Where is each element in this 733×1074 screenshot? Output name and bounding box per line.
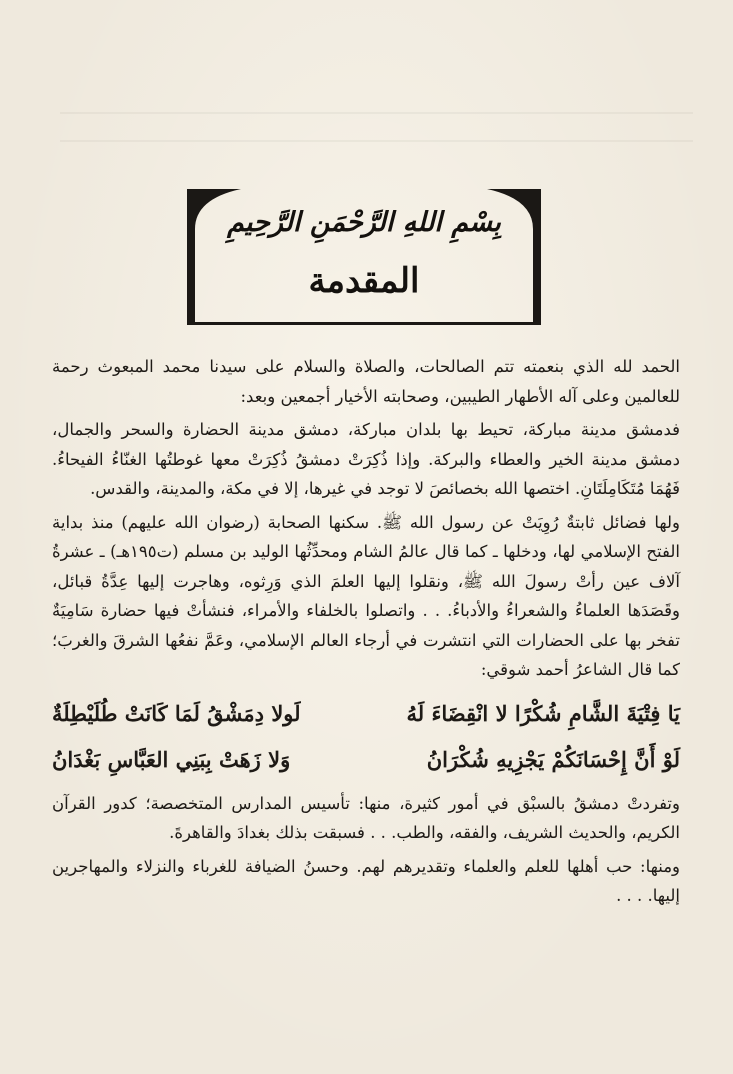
poem-verse — [52, 691, 680, 737]
chapter-title: المقدمة — [308, 261, 420, 301]
paragraph-opening: الحمد لله الذي بنعمته تتم الصالحات، والصلاة والسلام على سيدنا محمد المبعوث رحمة للعالمين وعلى آله الأطهار الطيبين، وصحابته الأخيار أجمعين وبعد: — [52, 357, 680, 406]
verse-first-hemistich: لَوْ أَنَّ إِحْسَانَكُمْ يَجْزِيهِ شُكْرَانُ — [426, 746, 680, 772]
verse-second-hemistich: وَلا زَهَتْ بِبَنِي العَبَّاسِ بَغْدَانُ — [52, 746, 291, 772]
poem-verse — [52, 737, 680, 783]
verse-first-hemistich: يَا فِتْيَةَ الشَّامِ شُكْرًا لا انْقِضَاءَ لَهُ — [406, 700, 680, 726]
verse-second-hemistich: لَولا دِمَشْقُ لَمَا كَانَتْ طُلَيْطِلَةٌ — [52, 700, 301, 726]
paragraph-schools: وتفردتْ دمشقُ بالسبْق في أمور كثيرة، منها: تأسيس المدارس المتخصصة؛ كدور القرآن الكريم، والحديث الشريف، والفقه، والطب. . . فسبقت بذلك بغدادَ والقاهرةَ. — [52, 793, 680, 842]
chapter-header — [187, 189, 541, 325]
paragraph-hospitality: ومنها: حب أهلها للعلم والعلماء وتقديرهم لهم. وحسنُ الضيافة للغرباء والنزلاء والمهاجرين إليها. . . . — [52, 856, 680, 905]
bleed-through-line — [60, 112, 693, 114]
poem-block — [52, 691, 680, 783]
paragraph-virtues: ولها فضائل ثابتةٌ رُوِيَتْ عن رسول الله ﷺ. سكنها الصحابة (رضوان الله عليهم) منذ بداية الفتح الإسلامي لها، ودخلها ـ كما قال عالمُ الشام ومحدِّثُها الوليد بن مسلم (ت١٩٥هـ) ـ عشرةُ آلاف عين رأتْ رسولَ الله ﷺ، ونقلوا إليها العلمَ الذي وَرِثوه، وهاجرت إليها عِدَّةُ قبائل، وقَصَدَها العلماءُ والشعراءُ والأدباءُ. . . واتصلوا بالخلفاء والأمراء، فنشأتْ فيها حضارة سَامِيَةٌ تفخر بها على الحضارات التي انتشرت في أرجاء العالم الإسلامي، وعَمَّ نفعُها الشرقَ والغربَ؛ كما قال الشاعرُ أحمد شوقي: — [52, 512, 680, 679]
bleed-through-line — [60, 140, 693, 142]
main-text — [52, 352, 680, 915]
basmala-calligraphy: بِسْمِ اللهِ الرَّحْمَنِ الرَّحِيمِ — [227, 207, 501, 238]
paragraph-damascus: فدمشق مدينة مباركة، تحيط بها بلدان مباركة، دمشق مدينة الحضارة والسحر والجمال، دمشق مدينة الخير والعطاء والبركة. وإذا ذُكِرَتْ دمشقُ ذُكِرَتْ معها غوطتُها الغنّاءُ الفيحاءُ. فَهُمَا مُتَكَامِلَتَانِ. اختصها الله بخصائصَ لا توجد في غيرها، إلا في مكة، والمدينة، والقدس. — [52, 420, 680, 498]
